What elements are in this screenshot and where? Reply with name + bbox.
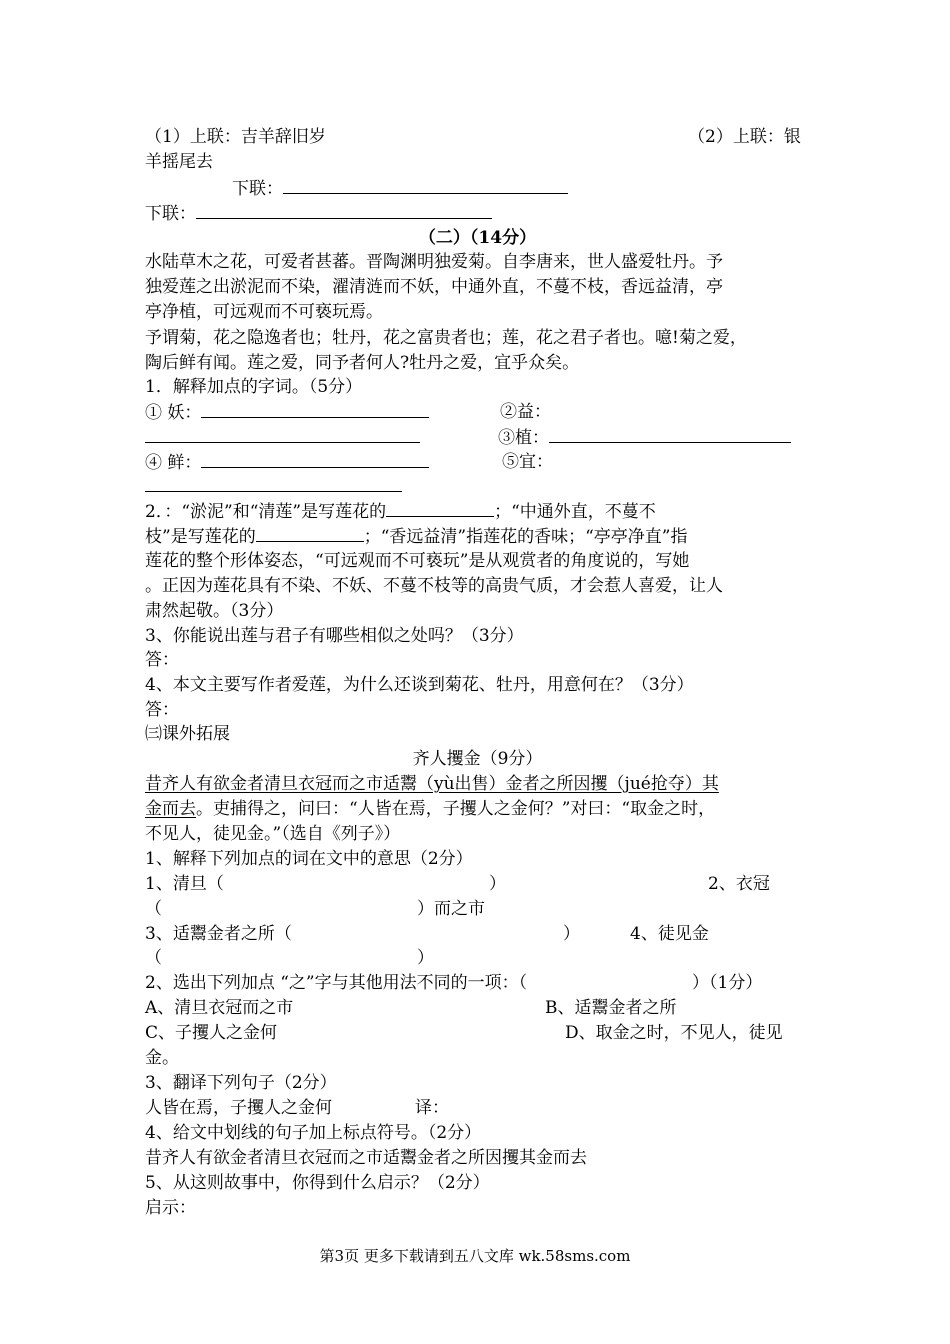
- word-yi2-blank[interactable]: [145, 474, 402, 492]
- s3-item-row: [145, 897, 810, 922]
- s3-question-1: 1、解释下列加点的词在文中的意思（2分）: [145, 849, 473, 869]
- couplet-down1-blank[interactable]: [283, 176, 568, 194]
- paren-close: ）: [417, 948, 434, 968]
- option-a[interactable]: A、清旦衣冠而之市: [145, 998, 294, 1018]
- couplet-down2-blank[interactable]: [196, 201, 492, 219]
- q2-close: ）（1分）: [692, 973, 763, 993]
- paren-open: （: [145, 948, 162, 968]
- passage-line: 独爱莲之出淤泥而不染，濯清涟而不妖，中通外直，不蔓不枝，香远益清，亭: [145, 277, 723, 297]
- s3-item-row: [145, 872, 810, 897]
- q2-blank-1[interactable]: [386, 499, 494, 517]
- s3-question-3: 3、翻译下列句子（2分）: [145, 1073, 337, 1093]
- couplet-q1: （1）上联：吉羊辞旧岁: [145, 127, 326, 147]
- s3-sentence-4: 昔齐人有欲金者清旦衣冠而之市适鬻金者之所因攫其金而去: [145, 1148, 587, 1168]
- word-xian-blank[interactable]: [201, 450, 429, 468]
- word-zhi-label: ③植：: [498, 428, 549, 448]
- paren-close: ）而之市: [417, 899, 485, 919]
- word-row-2: [145, 425, 810, 451]
- options-row: [145, 996, 810, 1021]
- word-row-3: [145, 450, 810, 476]
- options-row: [145, 1021, 810, 1046]
- word-row-1: [145, 400, 810, 426]
- couplet-q2: （2）上联：银: [688, 127, 801, 147]
- paren-open: （: [145, 899, 162, 919]
- passage-line: 予谓菊，花之隐逸者也；牡丹，花之富贵者也；莲，花之君子者也。噫!菊之爱，: [145, 328, 747, 348]
- s3-item-row: [145, 922, 810, 947]
- word-yao-label: ① 妖：: [145, 403, 202, 423]
- word-yi2-label: ⑤宜：: [502, 452, 553, 472]
- q2-text: 2．：“淤泥”和“清莲”是写莲花的: [145, 502, 387, 522]
- s3-question-5: 5、从这则故事中，你得到什么启示？（2分）: [145, 1173, 490, 1193]
- q2-text: ；“中通外直，不蔓不: [494, 502, 656, 522]
- question-2-line: 肃然起敬。（3分）: [145, 601, 284, 621]
- question-2-line: [145, 499, 810, 525]
- couplet-down1-label: 下联：: [232, 179, 283, 199]
- story-underlined: 金而去: [145, 799, 196, 819]
- answer-4[interactable]: 答：: [145, 700, 179, 720]
- item-tujianjin: 4、徒见金: [630, 924, 709, 944]
- page-footer: 第3页 更多下载请到五八文库 wk.58sms.com: [319, 1247, 631, 1265]
- question-2-line: [145, 524, 810, 550]
- story-line: [145, 772, 810, 797]
- answer-3[interactable]: 答：: [145, 650, 179, 670]
- story-line: [145, 797, 810, 822]
- item-qingdan: 1、清旦（: [145, 874, 224, 894]
- word-xian-label: ④ 鲜：: [145, 453, 202, 473]
- word-yao-blank[interactable]: [201, 400, 429, 418]
- word-yi-blank[interactable]: [145, 425, 420, 443]
- section2-heading: （二）（14分）: [418, 228, 537, 248]
- section3-title: 齐人攫金（9分）: [412, 749, 543, 769]
- option-c[interactable]: C、子攫人之金何: [145, 1023, 278, 1043]
- word-zhi-blank[interactable]: [549, 425, 791, 443]
- section3-heading: ㈢课外拓展: [145, 724, 230, 744]
- s3-sentence-3: [145, 1096, 810, 1121]
- question-4: 4、本文主要写作者爱莲，为什么还谈到菊花、牡丹，用意何在？（3分）: [145, 675, 694, 695]
- q2-text: 2、选出下列加点 “之”字与其他用法不同的一项：（: [145, 973, 528, 993]
- paren-close: ）: [489, 874, 506, 894]
- q2-text: ；“香远益清”指莲花的香味；“亭亭净直”指: [363, 527, 688, 547]
- word-row-4: [145, 474, 810, 500]
- passage-line: 水陆草木之花，可爱者甚蕃。晋陶渊明独爱菊。自李唐来，世人盛爱牡丹。予: [145, 252, 723, 272]
- question-2-line: 。正因为莲花具有不染、不妖、不蔓不枝等的高贵气质，才会惹人喜爱，让人: [145, 576, 723, 596]
- passage-line: 亭净植，可远观而不可亵玩焉。: [145, 302, 383, 322]
- s3-question-2: [145, 971, 810, 996]
- q2-text: 枝”是写莲花的: [145, 527, 256, 547]
- story-line: 不见人，徒见金。”（选自《列子》）: [145, 824, 401, 844]
- question-1: 1．解释加点的字词。（5分）: [145, 377, 363, 397]
- couplet-line-2: 羊摇尾去: [145, 152, 213, 172]
- word-yi-label: ②益：: [500, 402, 551, 422]
- couplet-line-1: [145, 125, 810, 150]
- question-3: 3、你能说出莲与君子有哪些相似之处吗？（3分）: [145, 626, 524, 646]
- passage-line: 陶后鲜有闻。莲之爱，同予者何人?牡丹之爱，宜乎众矣。: [145, 353, 580, 373]
- item-yiguan: 2、衣冠: [708, 874, 770, 894]
- question-2-line: 莲花的整个形体姿态，“可远观而不可亵玩”是从观赏者的角度说的，写她: [145, 551, 690, 571]
- couplet-down2-label: 下联：: [145, 204, 196, 224]
- option-b[interactable]: B、适鬻金者之所: [545, 998, 677, 1018]
- translate-label[interactable]: 译：: [415, 1098, 449, 1118]
- story-underlined: 昔齐人有欲金者清旦衣冠而之市适鬻（yù出售）金者之所因攫（jué抢夺）其: [145, 774, 719, 794]
- option-d[interactable]: D、取金之时，不见人，徒见: [565, 1023, 783, 1043]
- item-shiyu: 3、适鬻金者之所（: [145, 924, 292, 944]
- s3-answer-5[interactable]: 启示：: [145, 1198, 196, 1218]
- sentence-text: 人皆在焉，子攫人之金何: [145, 1098, 332, 1118]
- s3-item-row: [145, 946, 810, 971]
- options-row: 金。: [145, 1048, 179, 1068]
- couplet-line-4: [145, 201, 810, 227]
- story-text: 。吏捕得之，问曰：“人皆在焉，子攫人之金何？”对曰：“取金之时，: [196, 799, 716, 819]
- q2-blank-2[interactable]: [256, 524, 364, 542]
- s3-question-4: 4、给文中划线的句子加上标点符号。（2分）: [145, 1123, 482, 1143]
- paren-close: ）: [563, 924, 580, 944]
